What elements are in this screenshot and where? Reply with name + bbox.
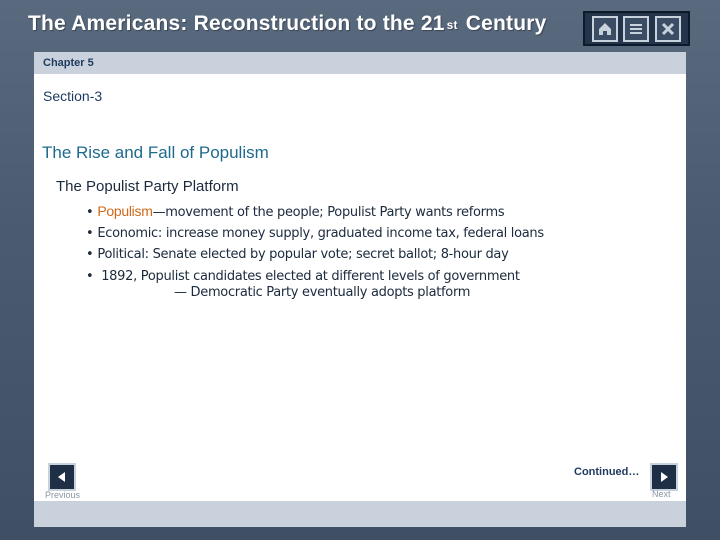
bullet-dot: • — [86, 268, 94, 284]
chapter-label: Chapter 5 — [43, 57, 94, 69]
footer-bar — [34, 501, 686, 527]
title-main: The Americans: Reconstruction to the 21 — [28, 12, 445, 35]
bullet-item — [86, 201, 544, 223]
bullet-text: —movement of the people; Populist Party wants reforms — [152, 205, 505, 220]
bullet-text: 1892, Populist candidates elected at different levels of government — [97, 268, 520, 284]
title-end: Century — [465, 12, 547, 35]
bullet-item — [86, 244, 544, 266]
slide-heading: The Rise and Fall of Populism — [42, 143, 269, 162]
previous-label: Previous — [45, 490, 81, 500]
next-label: Next — [652, 489, 671, 499]
section-label: Section-3 — [43, 88, 103, 104]
sub-bullet-text: — Democratic Party eventually adopts platform — [174, 285, 471, 300]
bullet-item — [86, 266, 544, 288]
previous-button[interactable] — [48, 463, 76, 491]
continued-label: Continued… — [574, 466, 640, 478]
bullet-term: Populism — [97, 203, 153, 219]
bullet-dot: • — [86, 225, 94, 241]
next-button[interactable] — [650, 463, 678, 491]
title-superscript: st — [446, 18, 458, 32]
bullet-text: Political: Senate elected by popular vote; secret ballot; 8-hour day — [97, 247, 509, 262]
nav-icon-bar — [583, 11, 690, 46]
chapter-bar — [34, 52, 686, 74]
presentation-title — [28, 12, 546, 36]
bullet-list — [86, 201, 544, 287]
bullet-text: Economic: increase money supply, graduated income tax, federal loans — [97, 225, 544, 241]
exit-icon[interactable] — [655, 16, 681, 42]
arrow-left-icon — [55, 470, 69, 484]
bullet-dot: • — [86, 205, 94, 220]
slide-subheading: The Populist Party Platform — [56, 178, 239, 195]
slide-panel — [34, 52, 686, 527]
bullet-dot: • — [86, 247, 94, 262]
menu-icon[interactable] — [623, 16, 649, 42]
home-icon[interactable] — [592, 16, 618, 42]
bullet-item — [86, 223, 544, 245]
arrow-right-icon — [657, 470, 671, 484]
